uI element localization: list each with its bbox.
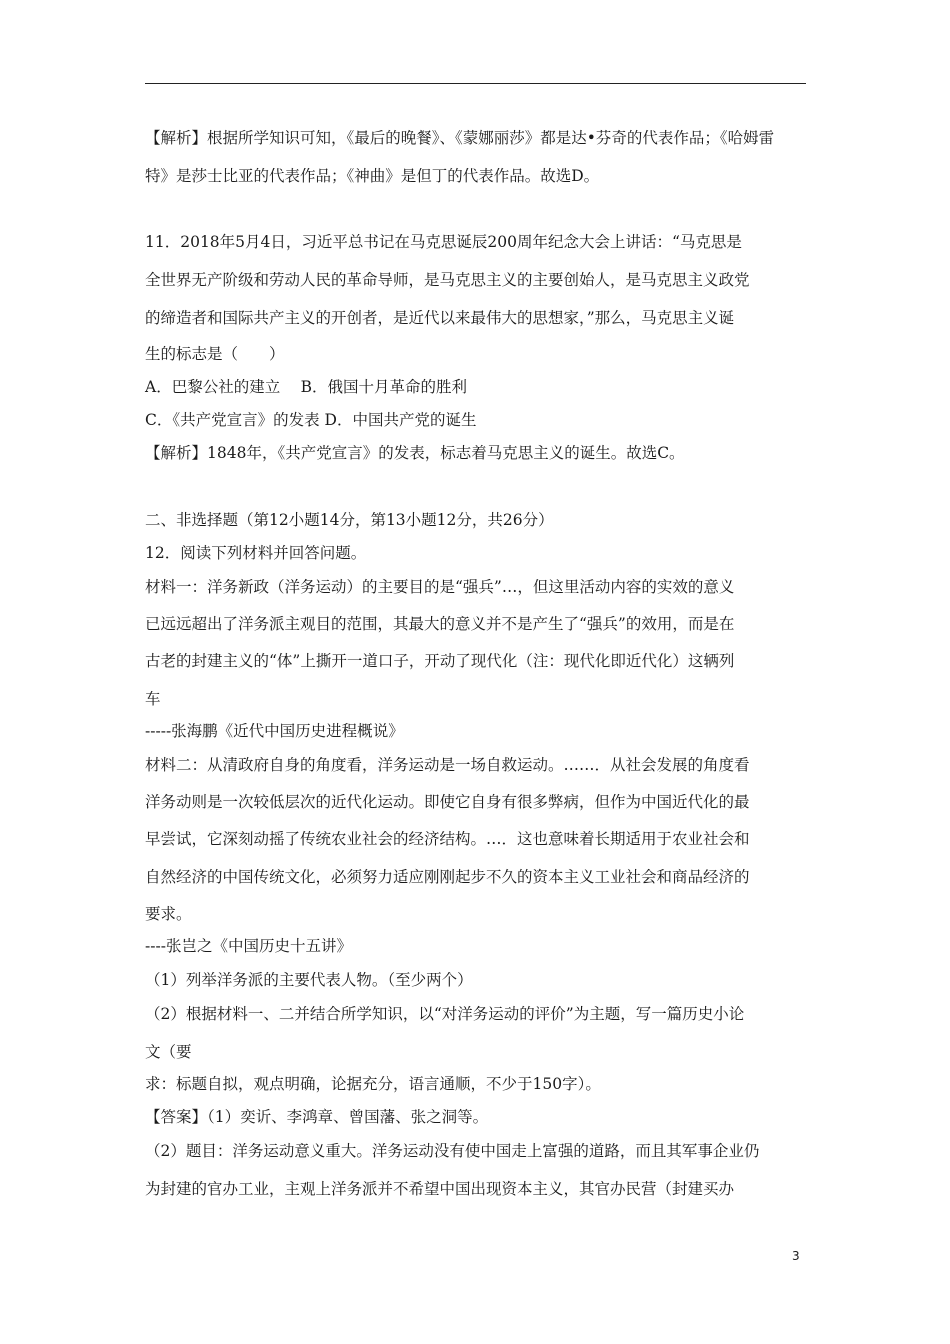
text-line: 材料二：从清政府自身的角度看，洋务运动是一场自救运动。……．从社会发展的角度看 <box>145 756 750 774</box>
text-line: ----张岂之《中国历史十五讲》 <box>145 937 352 955</box>
text-line: A．巴黎公社的建立 B．俄国十月革命的胜利 <box>145 378 468 396</box>
text-line: （2）题目：洋务运动意义重大。洋务运动没有使中国走上富强的道路，而且其军事企业仍 <box>145 1142 760 1160</box>
text-line: 【解析】根据所学知识可知，《最后的晚餐》、《蒙娜丽莎》都是达•芬奇的代表作品；《哈姆雷 <box>145 129 775 147</box>
page-number: 3 <box>792 1249 800 1263</box>
text-line: 要求。 <box>145 905 192 923</box>
text-line: 早尝试，它深刻动摇了传统农业社会的经济结构。…．这也意味着长期适用于农业社会和 <box>145 830 750 848</box>
text-line: （1）列举洋务派的主要代表人物。（至少两个） <box>145 971 473 989</box>
text-line: -----张海鹏《近代中国历史进程概说》 <box>145 722 404 740</box>
text-line: 11．2018年5月4日，习近平总书记在马克思诞辰200周年纪念大会上讲话：“马克思是 <box>145 233 742 251</box>
text-line: 的缔造者和国际共产主义的开创者，是近代以来最伟大的思想家，”那么，马克思主义诞 <box>145 309 735 327</box>
text-line: 洋务动则是一次较低层次的近代化运动。即使它自身有很多弊病，但作为中国近代化的最 <box>145 793 750 811</box>
text-line: 车 <box>145 690 161 708</box>
text-line: 已远远超出了洋务派主观目的范围，其最大的意义并不是产生了“强兵”的效用，而是在 <box>145 615 735 633</box>
text-line: C．《共产党宣言》的发表 D．中国共产党的诞生 <box>145 411 477 429</box>
text-line: 材料一：洋务新政（洋务运动）的主要目的是“强兵”…，但这里活动内容的实效的意义 <box>145 578 735 596</box>
text-line: 生的标志是（ ） <box>145 345 285 363</box>
text-line: 12．阅读下列材料并回答问题。 <box>145 544 367 562</box>
text-line: 【解析】1848年，《共产党宣言》的发表，标志着马克思主义的诞生。故选C。 <box>145 444 685 462</box>
text-line: 自然经济的中国传统文化，必须努力适应刚刚起步不久的资本主义工业社会和商品经济的 <box>145 868 750 886</box>
header-rule <box>145 83 806 84</box>
text-line: 【答案】（1）奕䜣、李鸿章、曾国藩、张之洞等。 <box>145 1108 489 1126</box>
text-line: 古老的封建主义的“体”上撕开一道口子，开动了现代化（注：现代化即近代化）这辆列 <box>145 652 735 670</box>
text-line: 特》是莎士比亚的代表作品；《神曲》是但丁的代表作品。故选D。 <box>145 167 600 185</box>
text-line: 二、非选择题（第12小题14分，第13小题12分，共26分） <box>145 511 554 529</box>
text-line: 文（要 <box>145 1043 192 1061</box>
text-line: 全世界无产阶级和劳动人民的革命导师，是马克思主义的主要创始人，是马克思主义政党 <box>145 271 750 289</box>
text-line: 求：标题自拟，观点明确，论据充分，语言通顺，不少于150字）。 <box>145 1075 601 1093</box>
text-line: （2）根据材料一、二并结合所学知识，以“对洋务运动的评价”为主题，写一篇历史小论 <box>145 1005 745 1023</box>
text-line: 为封建的官办工业，主观上洋务派并不希望中国出现资本主义，其官办民营（封建买办 <box>145 1180 735 1198</box>
